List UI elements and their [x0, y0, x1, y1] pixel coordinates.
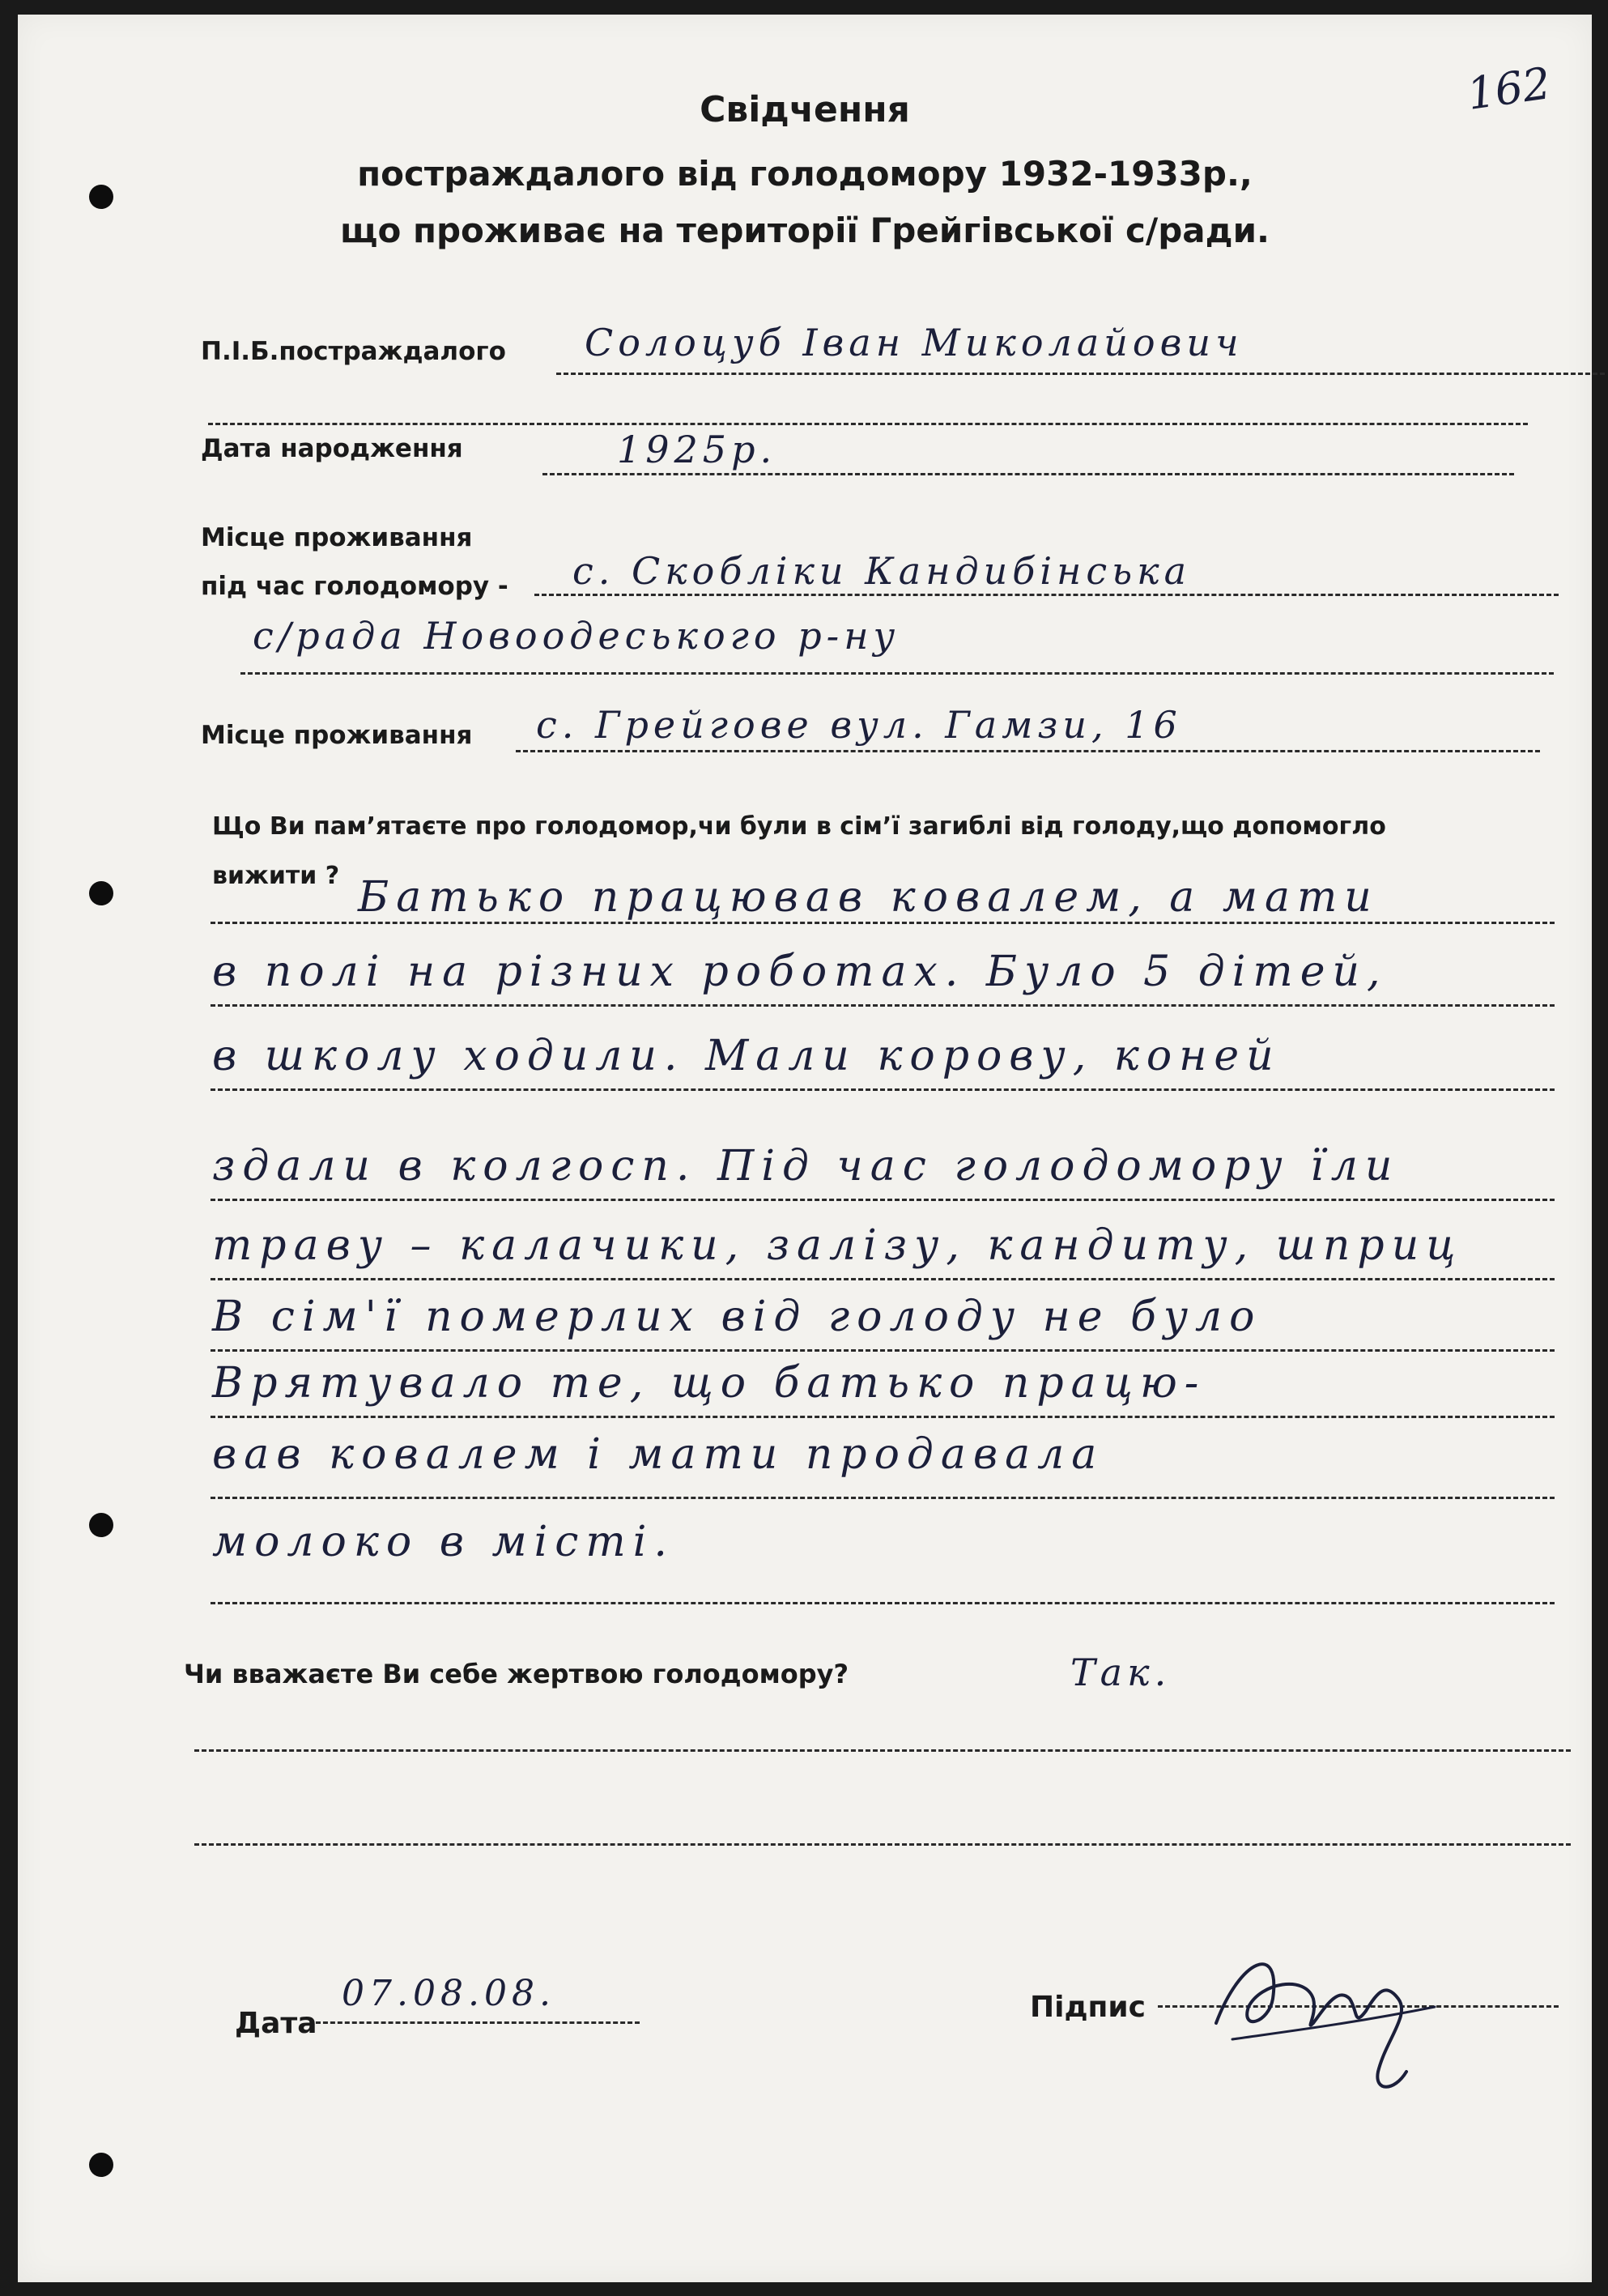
- answer-line: молоко в місті.: [212, 1518, 674, 1566]
- document-page: [18, 15, 1592, 2282]
- document-title: Свідчення: [700, 89, 910, 130]
- answer-underline: [211, 922, 1555, 924]
- famine-residence-value-line2: с/рада Новоодеського р-ну: [253, 614, 900, 658]
- punch-hole: [89, 881, 113, 905]
- famine-residence-label-line1: Місце проживання: [201, 523, 473, 552]
- punch-hole: [89, 2153, 113, 2177]
- question-1-line1: Що Ви пам’ятаєте про голодомор,чи були в сім’ї загиблі від голоду,що допомогло: [212, 812, 1386, 841]
- page-number: 162: [1464, 58, 1554, 120]
- answer-underline: [211, 1602, 1555, 1604]
- answer-line: в школу ходили. Мали корову, коней: [212, 1032, 1281, 1080]
- answer-underline: [211, 1004, 1555, 1007]
- answer-underline: [211, 1416, 1555, 1418]
- answer-underline: [211, 1199, 1555, 1201]
- famine-residence-label-line2: під час голодомору -: [201, 572, 508, 601]
- famine-residence-underline-1: [534, 594, 1559, 596]
- answer-underline: [211, 1497, 1555, 1499]
- name-value: Солоцуб Іван Миколайович: [585, 321, 1244, 364]
- signature-label: Підпис: [1030, 1991, 1146, 2024]
- birth-date-label: Дата народження: [201, 434, 463, 463]
- name-underline: [556, 373, 1605, 375]
- question-1-line2: вижити ?: [212, 862, 340, 890]
- residence-label: Місце проживання: [201, 721, 473, 750]
- blank-line: [208, 423, 1528, 425]
- birth-date-underline: [542, 473, 1514, 475]
- famine-residence-underline-2: [240, 672, 1554, 675]
- blank-line: [194, 1843, 1571, 1846]
- answer-underline: [211, 1278, 1555, 1280]
- answer-underline: [211, 1349, 1555, 1352]
- answer-line: в полі на різних роботах. Було 5 дітей,: [212, 948, 1388, 996]
- name-label: П.І.Б.постраждалого: [201, 337, 506, 366]
- answer-line: Батько працював ковалем, а мати: [358, 873, 1379, 922]
- birth-date-value: 1925р.: [617, 428, 777, 471]
- document-subtitle-line2: що проживає на території Грейгівської с/ради.: [340, 211, 1270, 250]
- answer-line: вав ковалем і мати продавала: [212, 1430, 1104, 1479]
- answer-line: Врятувало те, що батько працю-: [212, 1359, 1206, 1408]
- residence-value: с. Грейгове вул. Гамзи, 16: [536, 703, 1182, 747]
- answer-underline: [211, 1088, 1555, 1091]
- punch-hole: [89, 1513, 113, 1537]
- blank-line: [194, 1749, 1571, 1752]
- date-value: 07.08.08.: [342, 1973, 555, 2014]
- date-label: Дата: [235, 2007, 317, 2040]
- answer-line: В сім'ї померлих від голоду не було: [212, 1293, 1262, 1341]
- question-2-label: Чи вважаєте Ви себе жертвою голодомору?: [184, 1659, 849, 1689]
- answer-line: здали в колгосп. Під час голодомору їли: [212, 1142, 1400, 1191]
- answer-line: траву – калачики, залізу, кандиту, шприц: [212, 1221, 1463, 1270]
- signature-image: [1192, 1910, 1451, 2120]
- residence-underline: [516, 750, 1540, 752]
- document-subtitle-line1: постраждалого від голодомору 1932-1933р.,: [357, 154, 1253, 194]
- famine-residence-value-line1: с. Скобліки Кандибінська: [572, 549, 1192, 593]
- question-2-answer: Так.: [1070, 1651, 1172, 1694]
- date-underline: [316, 2021, 640, 2024]
